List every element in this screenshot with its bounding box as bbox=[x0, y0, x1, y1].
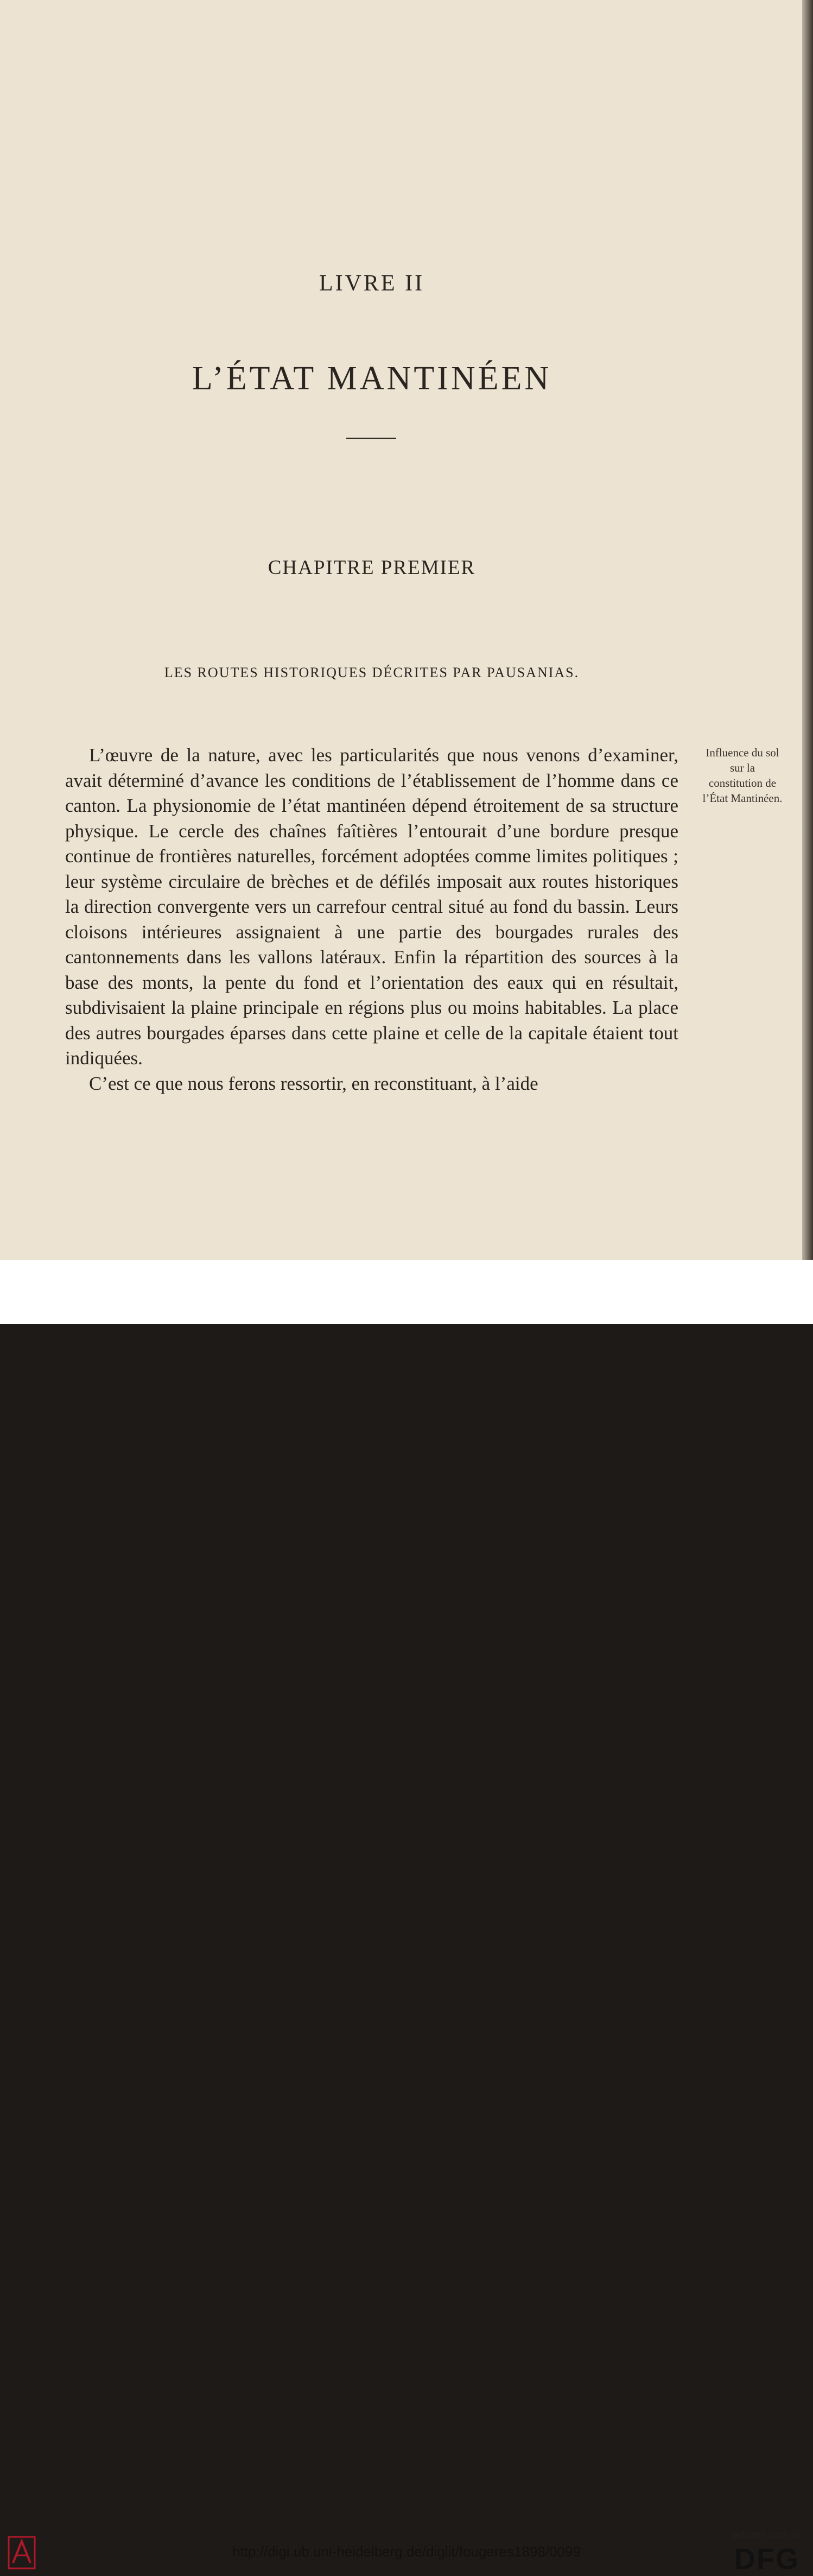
body-text bbox=[65, 743, 678, 1096]
paragraph-1: L’œuvre de la nature, avec les particularités que nous venons d’examiner, avait déterminé d’avance les conditions de l’établissement de l’homme dans ce canton. La physionomie de l’état mantinéen dépend étroitement de sa structure physique. Le cercle des chaînes faîtières l’entourait d’une bordure presque continue de frontières naturelles, forcément adoptées comme limites politiques ; leur système circulaire de brèches et de défilés imposait aux routes historiques la direction convergente vers un carrefour central situé au fond du bassin. Leurs cloisons intérieures assignaient à une partie des bourgades rurales des cantonnements dans les vallons latéraux. Enfin la répartition des sources à la base des monts, la pente du fond et l’orientation des eaux qui en résultait, subdivisaient la plaine principale en régions plus ou moins habitables. La place des autres bourgades éparses dans cette plaine et celle de la capitale étaient tout indiquées. bbox=[65, 744, 678, 1069]
book-page bbox=[0, 0, 802, 1260]
margin-note-line: l’État Mantinéen. bbox=[702, 792, 783, 805]
sponsor-label: gefördert durch die bbox=[733, 2530, 801, 2540]
margin-note bbox=[688, 745, 797, 806]
title-divider bbox=[346, 438, 396, 439]
chapter-heading: CHAPITRE PREMIER bbox=[268, 557, 476, 579]
library-name-line: BIBLIOTHEK bbox=[46, 2545, 92, 2553]
margin-note-line: constitution de bbox=[708, 776, 777, 790]
chapter-subtitle: LES ROUTES HISTORIQUES DÉCRITES PAR PAUSANIAS. bbox=[164, 665, 580, 680]
library-name-line: HEIDELBERG bbox=[46, 2554, 95, 2562]
dfg-logo: DFG bbox=[734, 2543, 799, 2575]
paragraph-2: C’est ce que nous ferons ressortir, en reconstituant, à l’aide bbox=[89, 1072, 538, 1094]
margin-note-line: Influence du sol bbox=[706, 746, 779, 759]
margin-note-line: sur la bbox=[729, 761, 755, 774]
permalink-url[interactable]: http://digi.ub.uni-heidelberg.de/diglit/fougeres1898/0099 bbox=[232, 2543, 581, 2560]
book-title: L’ÉTAT MANTINÉEN bbox=[192, 360, 552, 397]
page-edge bbox=[802, 0, 813, 1260]
footer-bar bbox=[0, 1260, 813, 2575]
library-name-line: UNIVERSITÄTS- bbox=[46, 2535, 104, 2544]
book-part-heading: LIVRE II bbox=[319, 271, 425, 296]
